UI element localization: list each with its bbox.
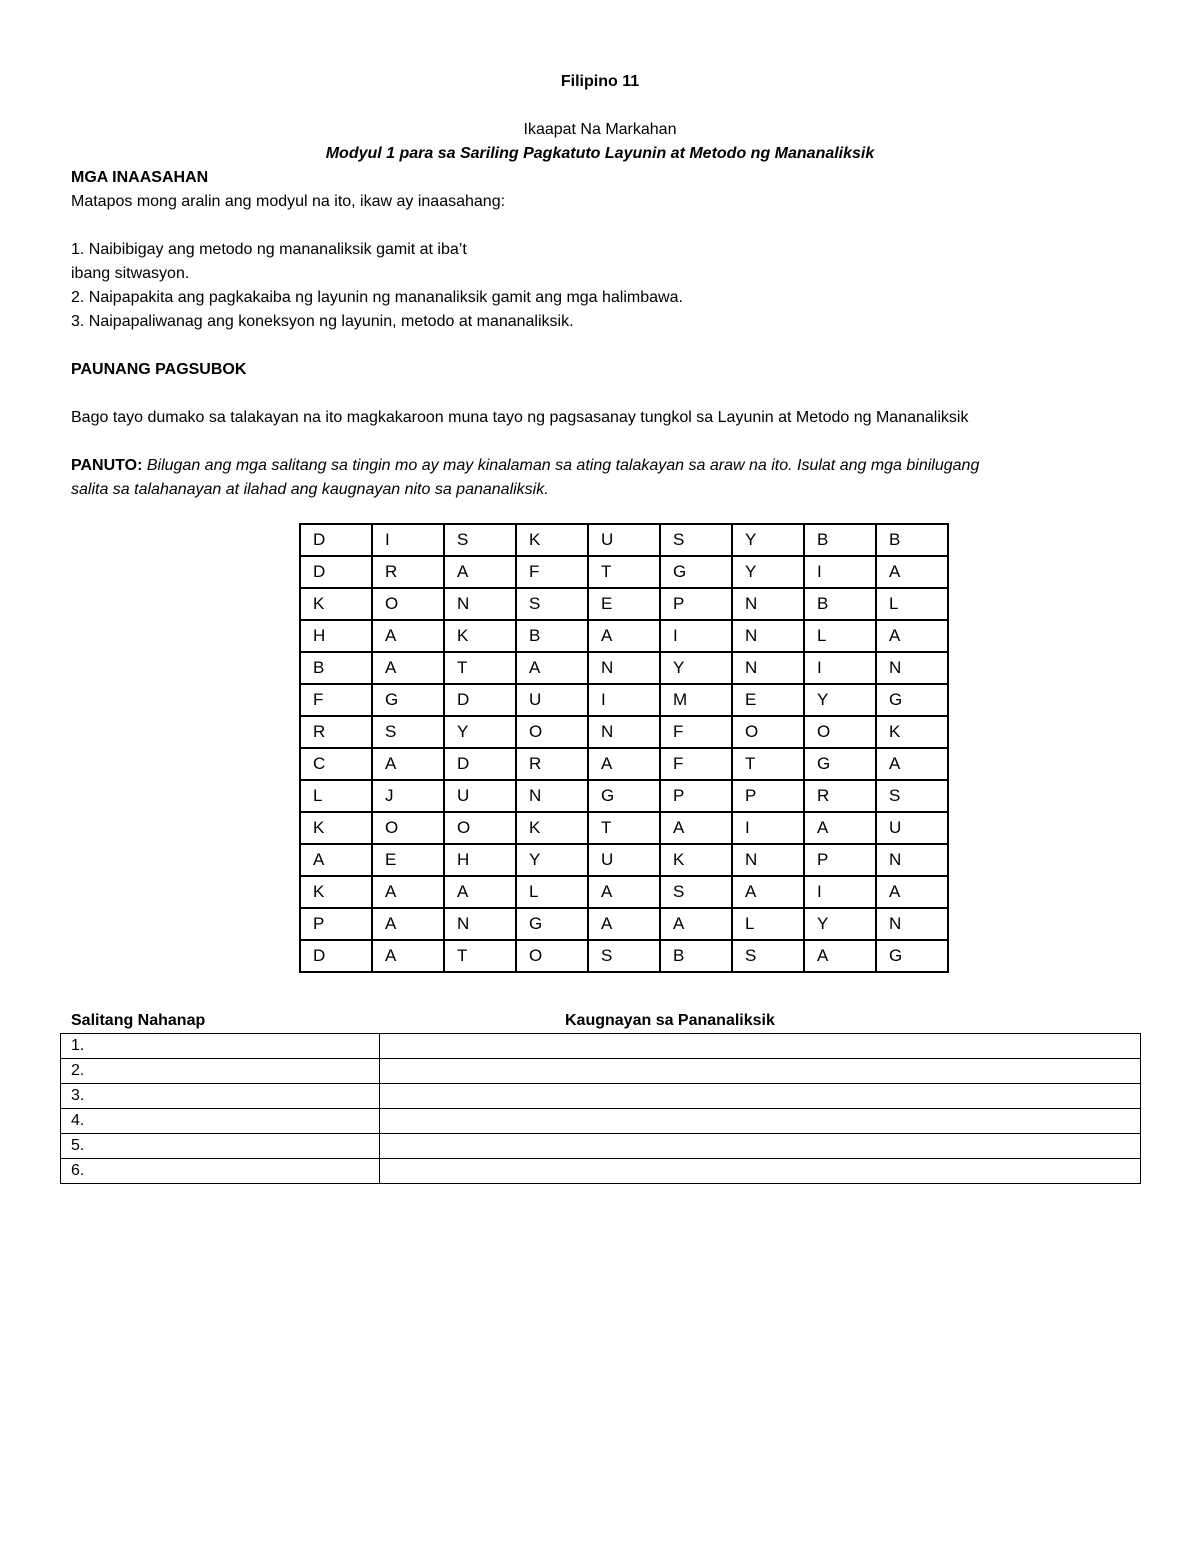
answer-relation-cell[interactable] [380,1034,1141,1059]
grid-row [300,684,948,716]
answer-row [61,1159,1141,1184]
grid-cell[interactable]: U [588,524,660,556]
grid-cell[interactable]: S [876,780,948,812]
expectation-item-1b: ibang sitwasyon. [71,265,190,282]
grid-cell[interactable]: K [516,524,588,556]
directions-line-2: salita sa talahanayan at ilahad ang kaugnayan nito sa pananaliksik. [71,481,549,498]
answer-relation-cell[interactable] [380,1134,1141,1159]
grid-cell[interactable]: A [372,940,444,972]
grid-cell[interactable]: A [732,876,804,908]
expectations-intro: Matapos mong aralin ang modyul na ito, ikaw ay inaasahang: [71,193,506,210]
grid-cell[interactable]: A [876,876,948,908]
grid-cell[interactable]: Y [732,524,804,556]
grid-cell[interactable]: I [804,556,876,588]
grid-cell[interactable]: B [516,620,588,652]
grid-cell[interactable]: N [732,844,804,876]
grid-cell[interactable]: N [876,652,948,684]
directions-label: PANUTO: [71,457,143,474]
grid-cell[interactable]: I [804,652,876,684]
grid-cell[interactable]: G [804,748,876,780]
grid-cell[interactable]: H [300,620,372,652]
grid-row [300,812,948,844]
grid-cell[interactable]: L [876,588,948,620]
grid-cell[interactable]: E [372,844,444,876]
grid-cell[interactable]: Y [804,908,876,940]
answer-word-cell[interactable]: 6. [61,1159,380,1184]
grid-cell[interactable]: G [516,908,588,940]
directions-line-1 [71,457,979,475]
grid-cell[interactable]: A [300,844,372,876]
grid-cell[interactable]: E [732,684,804,716]
answer-relation-cell[interactable] [380,1109,1141,1134]
grid-cell[interactable]: T [588,556,660,588]
expectation-item-1a: 1. Naibibigay ang metodo ng mananaliksik gamit at iba’t [71,241,467,258]
grid-cell[interactable]: A [660,908,732,940]
answer-word-cell[interactable]: 3. [61,1084,380,1109]
grid-cell[interactable]: S [732,940,804,972]
grid-cell[interactable]: S [660,524,732,556]
grid-cell[interactable]: A [588,876,660,908]
grid-cell[interactable]: O [372,812,444,844]
grid-cell[interactable]: T [444,652,516,684]
grid-cell[interactable]: G [876,684,948,716]
answer-table [60,1033,1141,1184]
grid-cell[interactable]: I [732,812,804,844]
grid-cell[interactable]: Y [516,844,588,876]
grid-cell[interactable]: U [516,684,588,716]
grid-cell[interactable]: Y [444,716,516,748]
grid-cell[interactable]: O [732,716,804,748]
grid-cell[interactable]: A [588,748,660,780]
grid-cell[interactable]: A [660,812,732,844]
grid-cell[interactable]: F [660,748,732,780]
grid-row [300,908,948,940]
grid-cell[interactable]: D [300,940,372,972]
grid-cell[interactable]: I [588,684,660,716]
grid-cell[interactable]: N [444,908,516,940]
grid-cell[interactable]: N [732,652,804,684]
grid-cell[interactable]: B [804,588,876,620]
grid-cell[interactable]: R [300,716,372,748]
grid-cell[interactable]: N [444,588,516,620]
grid-cell[interactable]: T [732,748,804,780]
grid-cell[interactable]: A [372,748,444,780]
grid-cell[interactable]: A [588,908,660,940]
grid-cell[interactable]: R [372,556,444,588]
grid-cell[interactable]: B [804,524,876,556]
grid-row [300,844,948,876]
grid-cell[interactable]: G [660,556,732,588]
grid-cell[interactable]: Y [732,556,804,588]
grid-cell[interactable]: F [300,684,372,716]
grid-cell[interactable]: G [372,684,444,716]
grid-cell[interactable]: S [660,876,732,908]
answer-row [61,1059,1141,1084]
grid-cell[interactable]: G [588,780,660,812]
grid-cell[interactable]: A [876,556,948,588]
answer-relation-cell[interactable] [380,1059,1141,1084]
grid-row [300,716,948,748]
grid-cell[interactable]: P [732,780,804,812]
grid-cell[interactable]: Y [660,652,732,684]
answer-row [61,1084,1141,1109]
grid-cell[interactable]: F [660,716,732,748]
grid-cell[interactable]: C [300,748,372,780]
grid-cell[interactable]: M [660,684,732,716]
answer-word-cell[interactable]: 5. [61,1134,380,1159]
answer-word-cell[interactable]: 4. [61,1109,380,1134]
subject-title: Filipino 11 [560,73,640,90]
grid-cell[interactable]: A [444,556,516,588]
pretest-heading: PAUNANG PAGSUBOK [71,361,247,378]
grid-cell[interactable]: I [660,620,732,652]
grid-row [300,876,948,908]
answer-relation-cell[interactable] [380,1084,1141,1109]
grid-cell[interactable]: D [300,556,372,588]
grid-cell[interactable]: A [804,812,876,844]
grid-cell[interactable]: K [444,620,516,652]
module-title: Modyul 1 para sa Sariling Pagkatuto Layunin at Metodo ng Mananaliksik [325,145,875,162]
expectation-item-3: 3. Naipapaliwanag ang koneksyon ng layunin, metodo at mananaliksik. [71,313,574,330]
grid-cell[interactable]: S [372,716,444,748]
grid-cell[interactable]: L [300,780,372,812]
grid-cell[interactable]: A [372,620,444,652]
grid-cell[interactable]: S [588,940,660,972]
grid-cell[interactable]: O [444,812,516,844]
grid-cell[interactable]: A [372,652,444,684]
grid-cell[interactable]: R [516,748,588,780]
grid-cell[interactable]: A [588,620,660,652]
grid-cell[interactable]: B [300,652,372,684]
grid-row [300,940,948,972]
grid-cell[interactable]: I [372,524,444,556]
grid-cell[interactable]: K [660,844,732,876]
grid-cell[interactable]: D [300,524,372,556]
grid-cell[interactable]: N [732,588,804,620]
answer-row [61,1109,1141,1134]
grid-row [300,652,948,684]
grid-cell[interactable]: U [876,812,948,844]
expectations-heading: MGA INAASAHAN [71,169,209,186]
grid-row [300,588,948,620]
grid-cell[interactable]: D [444,684,516,716]
grid-cell[interactable]: L [516,876,588,908]
grid-cell[interactable]: S [516,588,588,620]
grid-cell[interactable]: L [732,908,804,940]
grid-cell[interactable]: R [804,780,876,812]
grid-cell[interactable]: B [876,524,948,556]
grid-cell[interactable]: O [804,716,876,748]
grid-cell[interactable]: G [876,940,948,972]
grid-cell[interactable]: N [876,908,948,940]
grid-cell[interactable]: P [660,588,732,620]
grid-cell[interactable]: U [588,844,660,876]
grid-cell[interactable]: T [444,940,516,972]
grid-cell[interactable]: N [588,716,660,748]
grid-cell[interactable]: O [372,588,444,620]
answer-relation-cell[interactable] [380,1159,1141,1184]
grid-cell[interactable]: P [660,780,732,812]
grid-cell[interactable]: P [300,908,372,940]
grid-cell[interactable]: E [588,588,660,620]
grid-cell[interactable]: A [372,908,444,940]
grid-cell[interactable]: N [516,780,588,812]
grid-cell[interactable]: K [300,588,372,620]
answer-word-cell[interactable]: 1. [61,1034,380,1059]
grid-row [300,780,948,812]
pretest-intro: Bago tayo dumako sa talakayan na ito magkakaroon muna tayo ng pagsasanay tungkol sa Layunin at Metodo ng Mananaliksik [71,409,969,426]
answer-row [61,1134,1141,1159]
grid-cell[interactable]: F [516,556,588,588]
answer-word-cell[interactable]: 2. [61,1059,380,1084]
grid-row [300,524,948,556]
grid-cell[interactable]: Y [804,684,876,716]
grid-cell[interactable]: P [804,844,876,876]
grid-cell[interactable]: A [804,940,876,972]
answer-col2-header: Kaugnayan sa Pananaliksik [565,1012,775,1029]
grid-cell[interactable]: N [876,844,948,876]
grid-cell[interactable]: K [300,812,372,844]
answer-row [61,1034,1141,1059]
grid-cell[interactable]: N [732,620,804,652]
grid-cell[interactable]: A [444,876,516,908]
grid-row [300,748,948,780]
answer-col1-header: Salitang Nahanap [71,1012,206,1029]
grid-cell[interactable]: I [804,876,876,908]
expectation-item-2: 2. Naipapakita ang pagkakaiba ng layunin ng mananaliksik gamit ang mga halimbawa. [71,289,683,306]
grid-cell[interactable]: N [588,652,660,684]
grid-cell[interactable]: A [876,620,948,652]
grid-row [300,556,948,588]
grid-cell[interactable]: S [444,524,516,556]
directions-text-1: Bilugan ang mga salitang sa tingin mo ay may kinalaman sa ating talakayan sa araw na ito. Isulat ang mga binilugang [142,457,980,474]
word-search-grid [299,523,949,973]
grid-cell[interactable]: A [876,748,948,780]
grid-cell[interactable]: K [876,716,948,748]
grid-cell[interactable]: O [516,940,588,972]
grid-cell[interactable]: K [516,812,588,844]
grid-cell[interactable]: D [444,748,516,780]
grid-cell[interactable]: A [516,652,588,684]
grid-cell[interactable]: J [372,780,444,812]
grid-cell[interactable]: O [516,716,588,748]
grid-row [300,620,948,652]
quarter-title: Ikaapat Na Markahan [523,121,677,138]
grid-cell[interactable]: U [444,780,516,812]
grid-cell[interactable]: L [804,620,876,652]
grid-cell[interactable]: A [372,876,444,908]
grid-cell[interactable]: T [588,812,660,844]
grid-cell[interactable]: H [444,844,516,876]
grid-cell[interactable]: K [300,876,372,908]
grid-cell[interactable]: B [660,940,732,972]
